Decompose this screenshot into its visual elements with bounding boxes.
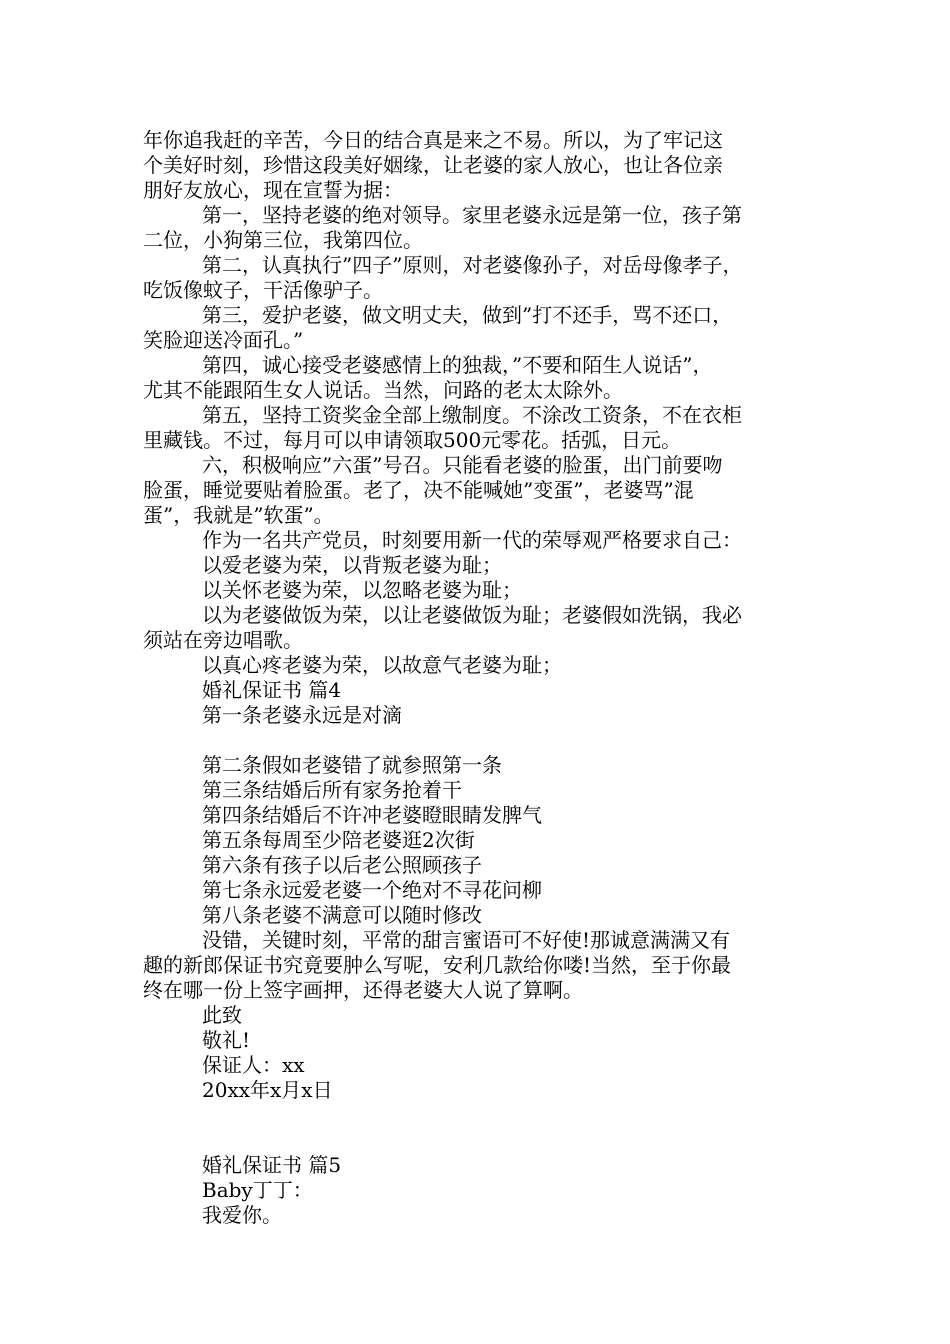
signature-line: 保证人：xx <box>202 1053 305 1077</box>
text-line: 第三，爱护老婆，做文明丈夫，做到”打不还手，骂不还口， <box>202 303 733 327</box>
text-line: 没错，关键时刻，平常的甜言蜜语可不好使!那诚意满满又有 <box>202 928 731 952</box>
text-line: 个美好时刻，珍惜这段美好姻缘，让老婆的家人放心，也让各位亲 <box>143 153 723 177</box>
text-line: 朋好友放心，现在宣誓为据： <box>143 178 403 202</box>
text-line: 以为老婆做饭为荣，以让老婆做饭为耻；老婆假如洗锅，我必 <box>202 603 742 627</box>
text-line: 作为一名共产党员，时刻要用新一代的荣辱观严格要求自己： <box>202 528 742 552</box>
section-heading: 婚礼保证书 篇5 <box>202 1153 342 1177</box>
text-line: 第一条老婆永远是对滴 <box>202 703 402 727</box>
text-line: 第三条结婚后所有家务抢着干 <box>202 778 462 802</box>
text-line: 笑脸迎送冷面孔。” <box>143 328 304 352</box>
text-line: 终在哪一份上签字画押，还得老婆大人说了算啊。 <box>143 978 583 1002</box>
text-line: 第六条有孩子以后老公照顾孩子 <box>202 853 482 877</box>
text-line: 第五，坚持工资奖金全部上缴制度。不涂改工资条，不在衣柜 <box>202 403 742 427</box>
text-line: 以真心疼老婆为荣，以故意气老婆为耻； <box>202 653 562 677</box>
text-line: 第五条每周至少陪老婆逛2次街 <box>202 828 475 852</box>
text-line: 脸蛋，睡觉要贴着脸蛋。老了，决不能喊她”变蛋”，老婆骂”混 <box>143 478 694 502</box>
text-line: 以爱老婆为荣，以背叛老婆为耻； <box>202 553 502 577</box>
text-line: Baby丁丁： <box>202 1178 313 1202</box>
text-line: 年你追我赶的辛苦，今日的结合真是来之不易。所以，为了牢记这 <box>143 128 723 152</box>
closing-line: 敬礼! <box>202 1028 251 1052</box>
text-line: 蛋”，我就是”软蛋”。 <box>143 503 334 527</box>
text-line: 里藏钱。不过，每月可以申请领取500元零花。括弧，日元。 <box>143 428 682 452</box>
text-line: 第七条永远爱老婆一个绝对不寻花问柳 <box>202 878 542 902</box>
text-line: 吃饭像蚊子，干活像驴子。 <box>143 278 383 302</box>
text-line: 第二条假如老婆错了就参照第一条 <box>202 753 502 777</box>
text-line: 须站在旁边唱歌。 <box>143 628 303 652</box>
text-line: 第二，认真执行”四子”原则，对老婆像孙子，对岳母像孝子， <box>202 253 743 277</box>
text-line: 尤其不能跟陌生女人说话。当然，问路的老太太除外。 <box>143 378 623 402</box>
text-line: 第八条老婆不满意可以随时修改 <box>202 903 482 927</box>
text-line: 第一，坚持老婆的绝对领导。家里老婆永远是第一位，孩子第 <box>202 203 742 227</box>
text-line: 趣的新郎保证书究竟要肿么写呢，安利几款给你喽!当然，至于你最 <box>143 953 732 977</box>
section-heading: 婚礼保证书 篇4 <box>202 678 342 702</box>
closing-line: 此致 <box>202 1003 242 1027</box>
date-line: 20xx年x月x日 <box>202 1078 333 1102</box>
text-line: 六，积极响应”六蛋”号召。只能看老婆的脸蛋，出门前要吻 <box>202 453 723 477</box>
text-line: 我爱你。 <box>202 1203 282 1227</box>
text-line: 第四条结婚后不许冲老婆瞪眼睛发脾气 <box>202 803 542 827</box>
text-line: 以关怀老婆为荣，以忽略老婆为耻； <box>202 578 522 602</box>
text-line: 第四，诚心接受老婆感情上的独裁，”不要和陌生人说话”， <box>202 353 713 377</box>
text-line: 二位，小狗第三位，我第四位。 <box>143 228 423 252</box>
